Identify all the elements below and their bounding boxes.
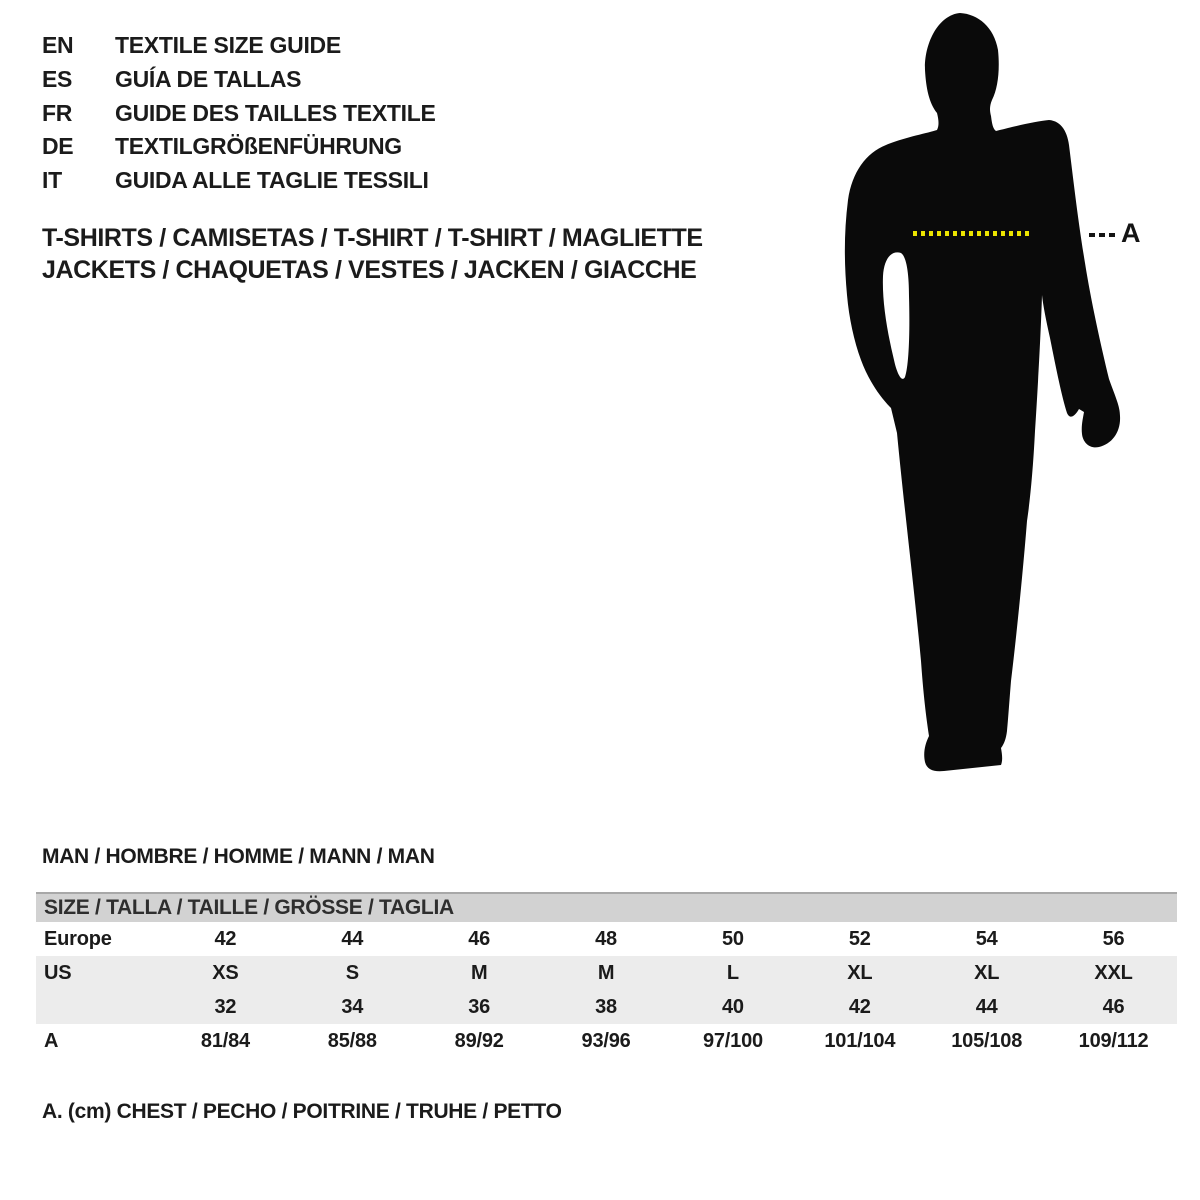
size-cell: M [597, 961, 615, 984]
language-title: TEXTILGRÖßENFÜHRUNG [115, 133, 402, 160]
size-cell: XL [847, 961, 873, 984]
measure-footnote: A. (cm) CHEST / PECHO / POITRINE / TRUHE / PETTO [42, 1100, 562, 1123]
size-cell: M [470, 961, 488, 984]
row-label: A [44, 1029, 59, 1052]
language-row-es [42, 63, 436, 97]
size-cell: 81/84 [200, 1029, 250, 1052]
size-cell: 89/92 [454, 1029, 504, 1052]
size-cell: 32 [214, 995, 237, 1018]
measure-label-a: A [1121, 218, 1141, 248]
size-cell: 36 [468, 995, 491, 1018]
table-row-chest-cm [36, 1024, 1177, 1058]
language-row-en [42, 29, 436, 63]
language-code: EN [42, 32, 74, 59]
size-cell: 46 [468, 927, 491, 950]
category-list [42, 223, 703, 286]
size-cell: 97/100 [702, 1029, 763, 1052]
language-title: TEXTILE SIZE GUIDE [115, 32, 341, 59]
category-tshirts: T-SHIRTS / CAMISETAS / T-SHIRT / T-SHIRT / MAGLIETTE [42, 224, 703, 252]
section-title-man: MAN / HOMBRE / HOMME / MANN / MAN [42, 845, 435, 868]
size-cell: 85/88 [327, 1029, 377, 1052]
size-cell: 48 [595, 927, 617, 950]
language-title: GUÍA DE TALLAS [115, 66, 302, 93]
size-cell: 93/96 [581, 1029, 631, 1052]
size-cell: XL [974, 961, 1000, 984]
table-row-us [36, 956, 1177, 990]
man-silhouette-svg [840, 0, 1140, 790]
chest-measure-dotted-line [913, 231, 1032, 236]
size-cell: XXL [1094, 961, 1133, 984]
language-code: DE [42, 133, 74, 160]
size-cell: 54 [975, 927, 998, 950]
size-cell: 44 [975, 995, 998, 1018]
row-label: Europe [44, 927, 112, 950]
man-silhouette-path [845, 13, 1120, 771]
size-cell: 50 [722, 927, 744, 950]
language-list [42, 29, 436, 197]
size-cell: 44 [341, 927, 364, 950]
language-row-it [42, 164, 436, 198]
language-title: GUIDA ALLE TAGLIE TESSILI [115, 167, 429, 194]
language-row-de [42, 130, 436, 164]
size-table [36, 892, 1177, 1058]
row-label: US [44, 961, 72, 984]
size-cell: 56 [1102, 927, 1125, 950]
size-cell: 40 [722, 995, 744, 1018]
size-table-header: SIZE / TALLA / TAILLE / GRÖSSE / TAGLIA [36, 892, 1177, 922]
table-row-numeric [36, 990, 1177, 1024]
size-cell: 101/104 [824, 1029, 896, 1052]
language-row-fr [42, 96, 436, 130]
language-code: ES [42, 66, 73, 93]
measure-callout-dashes [1089, 233, 1117, 237]
size-cell: 34 [341, 995, 364, 1018]
size-cell: 52 [848, 927, 871, 950]
size-cell: 46 [1102, 995, 1125, 1018]
size-cell: 38 [595, 995, 617, 1018]
man-silhouette-figure [840, 0, 1140, 790]
language-title: GUIDE DES TAILLES TEXTILE [115, 99, 436, 126]
category-jackets: JACKETS / CHAQUETAS / VESTES / JACKEN / GIACCHE [42, 255, 697, 284]
language-code: IT [42, 167, 62, 194]
size-cell: 42 [214, 927, 237, 950]
size-cell: 105/108 [951, 1029, 1023, 1052]
size-cell: 109/112 [1078, 1029, 1149, 1052]
size-cell: L [726, 961, 739, 984]
language-code: FR [42, 99, 73, 126]
size-cell: S [345, 961, 359, 984]
size-cell: 42 [848, 995, 871, 1018]
table-row-europe [36, 922, 1177, 956]
size-cell: XS [212, 961, 239, 984]
